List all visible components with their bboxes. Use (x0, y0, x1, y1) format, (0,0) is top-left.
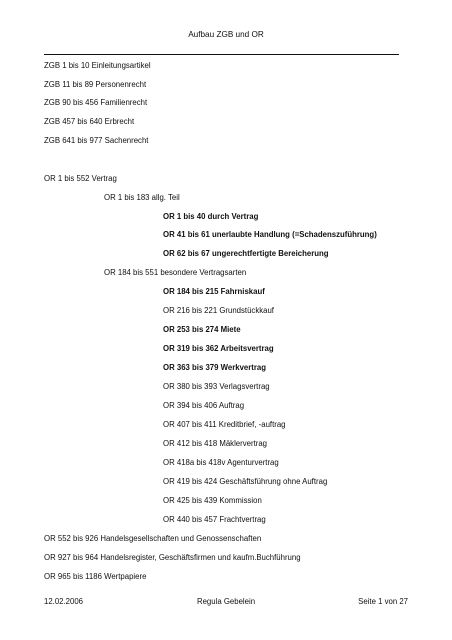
or-besondere-heading: OR 184 bis 551 besondere Vertragsarten (104, 268, 247, 277)
zgb-item-5: ZGB 641 bis 977 Sachenrecht (44, 136, 149, 145)
or-besondere-item-9: OR 412 bis 418 Mäklervertrag (163, 439, 268, 448)
zgb-item-2: ZGB 11 bis 89 Personenrecht (44, 80, 147, 89)
or-besondere-item-3: OR 253 bis 274 Miete (163, 325, 241, 334)
zgb-item-3: ZGB 90 bis 456 Familienrecht (44, 98, 148, 107)
or-tail-item-2: OR 927 bis 964 Handelsregister, Geschäftsfirmen und kaufm.Buchführung (44, 553, 301, 562)
or-besondere-item-8: OR 407 bis 411 Kreditbrief, -auftrag (163, 420, 286, 429)
footer-author: Regula Gebelein (196, 597, 256, 606)
or-allg-teil-heading: OR 1 bis 183 allg. Teil (104, 193, 180, 202)
or-besondere-item-7: OR 394 bis 406 Auftrag (163, 401, 245, 410)
page-header-title: Aufbau ZGB und OR (188, 30, 264, 39)
or-tail-item-1: OR 552 bis 926 Handelsgesellschaften und Genossenschaften (44, 534, 262, 543)
or-tail-item-3: OR 965 bis 1186 Wertpapiere (44, 572, 147, 581)
or-besondere-item-4: OR 319 bis 362 Arbeitsvertrag (163, 344, 274, 353)
or-besondere-item-5: OR 363 bis 379 Werkvertrag (163, 363, 267, 372)
or-besondere-item-13: OR 440 bis 457 Frachtvertrag (163, 515, 266, 524)
or-besondere-item-2: OR 216 bis 221 Grundstückkauf (163, 306, 274, 315)
footer-date: 12.02.2006 (44, 597, 84, 606)
footer-page-number: Seite 1 von 27 (358, 597, 408, 606)
or-besondere-item-11: OR 419 bis 424 Geschäftsführung ohne Auftrag (163, 477, 328, 486)
or-besondere-item-1: OR 184 bis 215 Fahrniskauf (163, 287, 265, 296)
or-besondere-item-12: OR 425 bis 439 Kommission (163, 496, 262, 505)
header-divider (44, 54, 399, 55)
zgb-item-4: ZGB 457 bis 640 Erbrecht (44, 117, 135, 126)
or-allg-item-2: OR 41 bis 61 unerlaubte Handlung (=Schadenszuführung) (163, 230, 377, 239)
zgb-item-1: ZGB 1 bis 10 Einleitungsartikel (44, 61, 151, 70)
or-vertrag-heading: OR 1 bis 552 Vertrag (44, 174, 117, 183)
or-allg-item-3: OR 62 bis 67 ungerechtfertigte Bereicherung (163, 249, 329, 258)
or-allg-item-1: OR 1 bis 40 durch Vertrag (163, 212, 259, 221)
or-besondere-item-10: OR 418a bis 418v Agenturvertrag (163, 458, 279, 467)
or-besondere-item-6: OR 380 bis 393 Verlagsvertrag (163, 382, 270, 391)
